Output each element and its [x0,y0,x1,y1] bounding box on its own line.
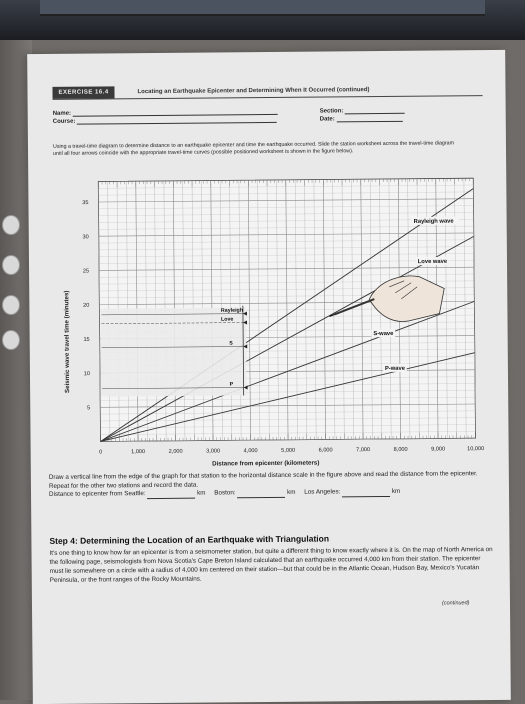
worksheet-label: Rayleigh [221,308,243,314]
x-tick-label: 8,000 [394,447,408,453]
laptop-hinge [40,0,485,16]
course-line [77,116,277,125]
x-tick-label: 2,000 [169,449,183,455]
y-tick-label: 15 [83,337,89,343]
la-blank[interactable] [342,489,390,496]
x-tick-label: 4,000 [244,448,258,454]
continued-note: (continued) [442,600,470,606]
date-field[interactable] [320,115,403,123]
x-tick-label: 6,000 [319,447,333,453]
step4-body [49,545,494,585]
step4-title: Step 4: Determining the Location of an Earthquake with Triangulation [49,533,329,545]
exercise-tag: EXERCISE 16.4 [52,86,114,99]
binder-ring [2,295,20,315]
la-label: Los Angeles: [304,488,340,495]
y-tick-label: 5 [87,405,90,411]
x-tick-label: 10,000 [467,446,484,452]
seattle-unit: km [197,490,205,497]
date-label: Date: [320,116,335,122]
date-line [336,115,402,123]
boston-unit: km [287,489,295,496]
x-tick-label: 7,000 [356,447,370,453]
y-tick-label: 20 [83,303,89,309]
x-tick-label: 0 [99,449,102,455]
y-tick-label: 30 [83,234,89,240]
worksheet-page [27,50,511,704]
instructions-text: Using a travel-time diagram to determine distance to an earthquake epicenter and time the earthquake occurred. Slide the station worksheet across the travel-time diagram until all four arrows coincide with the appropriate travel-time curves (possible positioned worksheet is shown in the figure below). [53,140,463,158]
worksheet-label: Love [221,317,233,323]
section-label: Section: [320,108,344,114]
series-label: S-wave [373,331,394,337]
la-unit: km [392,488,400,495]
y-axis-label: Seismic wave travel time (minutes) [63,290,71,393]
section-field[interactable] [320,107,405,115]
worksheet-label: P [230,382,234,388]
binder-ring [2,215,20,235]
seattle-label: Distance to epicenter from Seattle: [49,490,146,498]
series-label: Love wave [418,259,448,265]
x-tick-label: 5,000 [281,448,295,454]
y-tick-label: 35 [82,200,88,206]
binder-ring [2,330,20,350]
name-label: Name: [53,111,71,117]
exercise-title: Locating an Earthquake Epicenter and Determining When It Occurred (continued) [137,84,369,98]
x-tick-label: 1,000 [131,449,145,455]
course-label: Course: [53,119,76,125]
course-field[interactable] [53,116,277,125]
worksheet-label: S [229,341,233,347]
seattle-blank[interactable] [147,491,195,498]
boston-label: Boston: [214,489,235,496]
laptop-screen-edge [0,0,525,40]
boston-blank[interactable] [237,490,285,497]
step4-body-start: It's one thing to know how [50,549,124,557]
travel-time-chart [58,168,491,472]
step4-body-end: an epicenter is from a seismometer station, but quite a different thing to know exactly where it is. On the map of North America on the following page, seismologists from Nova Scotia's Cape Breton Island calculated that an earthquake occurred 4,000 km from their station. The epicenter must lie somewhere on a circle with a radius of 4,000 km centered on their station—but that could be in the Atlantic Ocean, Hudson Bay, Mexico's Yucatán Peninsula, or the front ranges of the Rocky Mountains. [50,546,493,584]
series-label: P-wave [385,366,406,372]
after-graph-text: Draw a vertical line from the edge of the graph for that station to the horizontal distance scale in the figure above and read the distance from the epicenter. Repeat for the other two stations and record the data. [49,470,489,491]
after-graph-block [49,470,489,499]
worksheet-overlay [100,306,247,397]
x-axis-label: Distance from epicenter (kilometers) [212,460,319,468]
exercise-header [52,83,482,100]
step4-body-italic: far [124,549,131,556]
y-tick-label: 25 [83,269,89,275]
x-tick-label: 9,000 [431,446,445,452]
series-label: Rayleigh wave [414,219,455,225]
x-tick-label: 3,000 [206,448,220,454]
y-tick-label: 10 [84,371,90,377]
binder-ring [2,255,20,275]
section-line [345,107,405,115]
